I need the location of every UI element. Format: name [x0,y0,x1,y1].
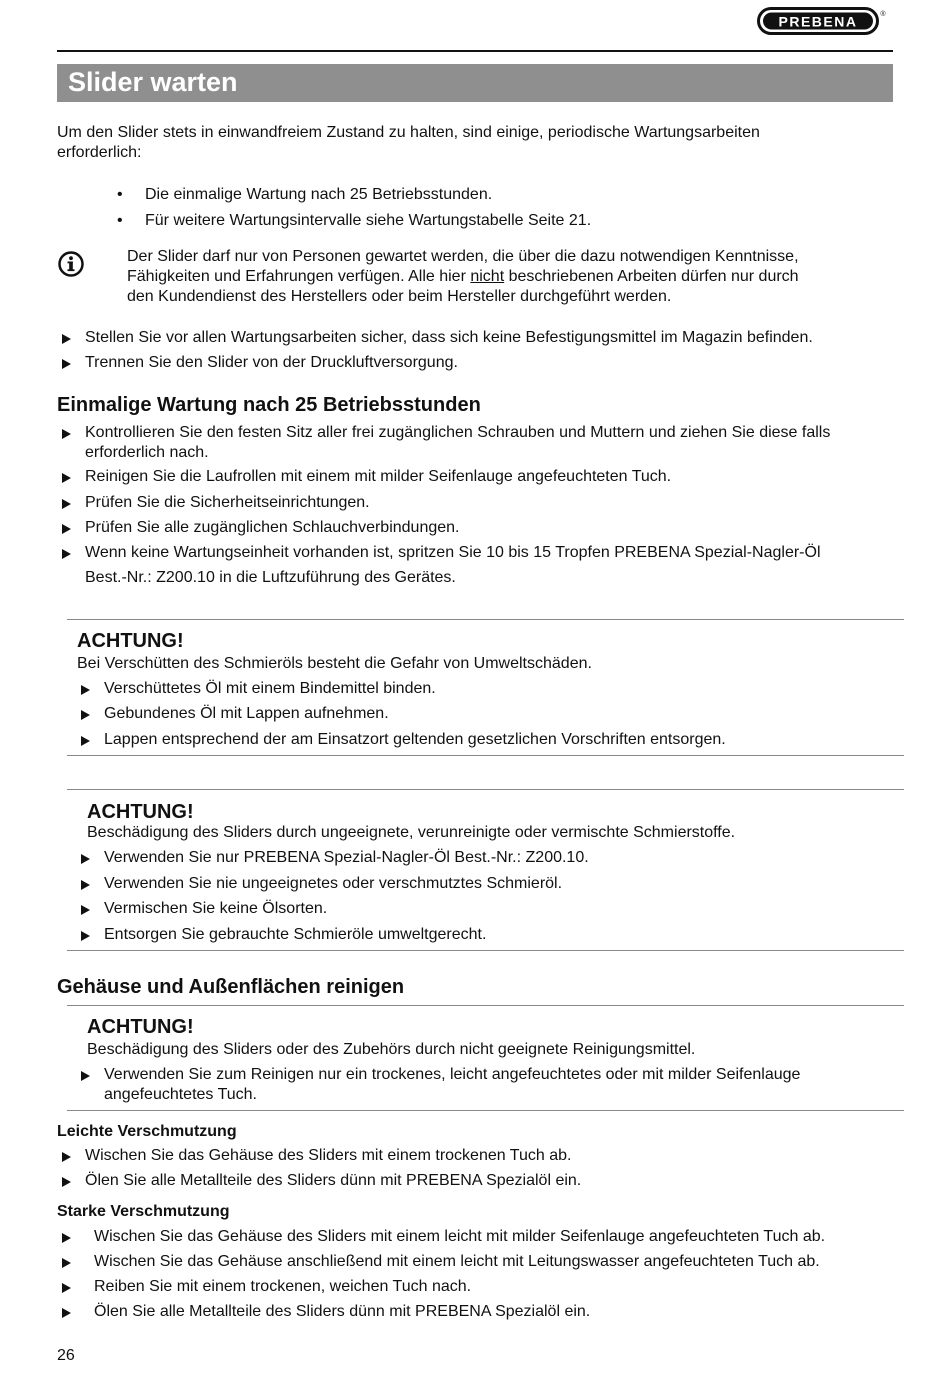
heavy-step-4: Ölen Sie alle Metallteile des Sliders dünn mit PREBENA Spezialöl ein. [94,1303,591,1320]
header-rule [57,50,893,52]
warning-step: Verwenden Sie nur PREBENA Spezial-Nagler-Öl Best.-Nr.: Z200.10. [104,849,589,866]
info-note-line-3: den Kundendienst des Herstellers oder beim Hersteller durchgeführt werden. [127,288,672,305]
maintenance-step-1-cont: erforderlich nach. [85,444,209,461]
warning-rule-top [67,789,904,790]
info-note-line-1: Der Slider darf nur von Personen gewartet werden, die über die dazu notwendigen Kenntnisse, [127,248,799,265]
intro-bullet-2: • Für weitere Wartungsintervalle siehe Wartungstabelle Seite 21. [117,212,592,229]
maintenance-step-5-cont: Best.-Nr.: Z200.10 in die Luftzuführung des Gerätes. [85,569,456,586]
warning-step: Vermischen Sie keine Ölsorten. [104,900,328,917]
prep-step-2: Trennen Sie den Slider von der Druckluftversorgung. [85,354,458,371]
registered-mark: ® [880,11,886,18]
maintenance-step-2: Reinigen Sie die Laufrollen mit einem mit milder Seifenlauge angefeuchteten Tuch. [85,468,672,485]
warning-step: Verschüttetes Öl mit einem Bindemittel binden. [104,680,436,697]
step-arrow-icon [62,549,71,559]
info-icon [57,250,85,278]
light-step-2: Ölen Sie alle Metallteile des Sliders dünn mit PREBENA Spezialöl ein. [85,1172,582,1189]
warning-rule-top [67,1005,904,1006]
bullet-dot-icon: • [117,186,123,203]
warning-rule-bottom [67,755,904,756]
step-arrow-icon [62,1152,71,1162]
step-arrow-icon [81,880,90,890]
step-arrow-icon [81,736,90,746]
step-arrow-icon [62,334,71,344]
bullet-dot-icon: • [117,212,123,229]
step-arrow-icon [62,1308,71,1318]
warning-step: Verwenden Sie nie ungeeignetes oder verschmutztes Schmieröl. [104,875,563,892]
heavy-step-1: Wischen Sie das Gehäuse des Sliders mit einem leicht mit milder Seifenlauge angefeuchteten Tuch ab. [94,1228,826,1245]
warning-rule-bottom [67,1110,904,1111]
intro-line-1: Um den Slider stets in einwandfreiem Zustand zu halten, sind einige, periodische Wartungsarbeiten [57,124,760,141]
step-arrow-icon [81,710,90,720]
warning-step-cont: angefeuchtetes Tuch. [104,1086,257,1103]
step-arrow-icon [62,473,71,483]
step-arrow-icon [62,1283,71,1293]
maintenance-step-5: Wenn keine Wartungseinheit vorhanden ist, spritzen Sie 10 bis 15 Tropfen PREBENA Spezial-Nagler-Öl [85,544,821,561]
page-title: Slider warten [68,67,238,97]
step-arrow-icon [81,1071,90,1081]
warning-title: ACHTUNG! [87,801,194,823]
intro-bullet-1: • Die einmalige Wartung nach 25 Betriebsstunden. [117,186,493,203]
warning-text: Bei Verschütten des Schmieröls besteht die Gefahr von Umweltschäden. [77,655,592,672]
step-arrow-icon [81,931,90,941]
warning-title: ACHTUNG! [77,630,184,652]
warning-rule-bottom [67,950,904,951]
warning-step: Verwenden Sie zum Reinigen nur ein trockenes, leicht angefeuchtetes oder mit milder Seifenlauge [104,1066,801,1083]
info-note-line-2: Fähigkeiten und Erfahrungen verfügen. Alle hier nicht beschriebenen Arbeiten dürfen nur durch [127,268,799,285]
step-arrow-icon [62,1233,71,1243]
maintenance-step-4: Prüfen Sie alle zugänglichen Schlauchverbindungen. [85,519,460,536]
warning-step: Entsorgen Sie gebrauchte Schmieröle umweltgerecht. [104,926,487,943]
step-arrow-icon [62,499,71,509]
prep-step-1: Stellen Sie vor allen Wartungsarbeiten sicher, dass sich keine Befestigungsmittel im Magazin befinden. [85,329,813,346]
step-arrow-icon [81,905,90,915]
subheading-heavy-soiling: Starke Verschmutzung [57,1203,230,1220]
page-number: 26 [57,1347,75,1364]
section-heading-cleaning: Gehäuse und Außenflächen reinigen [57,976,405,998]
step-arrow-icon [81,854,90,864]
step-arrow-icon [62,429,71,439]
step-arrow-icon [81,685,90,695]
section-heading-one-time-maintenance: Einmalige Wartung nach 25 Betriebsstunden [57,394,481,416]
light-step-1: Wischen Sie das Gehäuse des Sliders mit einem trockenen Tuch ab. [85,1147,572,1164]
warning-text: Beschädigung des Sliders durch ungeeignete, verunreinigte oder vermischte Schmierstoffe. [87,824,736,841]
step-arrow-icon [62,1258,71,1268]
heavy-step-2: Wischen Sie das Gehäuse anschließend mit einem leicht mit Leitungswasser angefeuchteten Tuch ab. [94,1253,820,1270]
maintenance-step-3: Prüfen Sie die Sicherheitseinrichtungen. [85,494,370,511]
maintenance-step-1: Kontrollieren Sie den festen Sitz aller frei zugänglichen Schrauben und Muttern und ziehen Sie diese falls [85,424,831,441]
subheading-light-soiling: Leichte Verschmutzung [57,1123,237,1140]
warning-step: Lappen entsprechend der am Einsatzort geltenden gesetzlichen Vorschriften entsorgen. [104,731,726,748]
intro-line-2: erforderlich: [57,144,142,161]
warning-step: Gebundenes Öl mit Lappen aufnehmen. [104,705,389,722]
logo-text: PREBENA [778,13,858,30]
prebena-logo [757,7,886,35]
warning-rule-top [67,619,904,620]
step-arrow-icon [62,524,71,534]
step-arrow-icon [62,1177,71,1187]
step-arrow-icon [62,359,71,369]
title-bar [57,64,893,102]
heavy-step-3: Reiben Sie mit einem trockenen, weichen Tuch nach. [94,1278,472,1295]
warning-text: Beschädigung des Sliders oder des Zubehörs durch nicht geeignete Reinigungsmittel. [87,1041,696,1058]
warning-title: ACHTUNG! [87,1016,194,1038]
